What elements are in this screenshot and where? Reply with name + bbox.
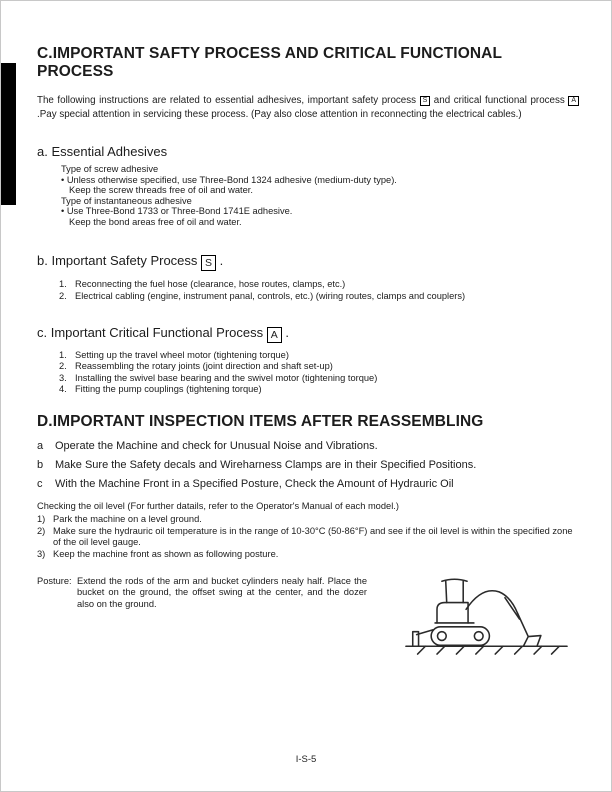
- critical-process-list: [59, 350, 579, 396]
- step-item: [37, 526, 579, 549]
- heading-important-safety-process: [37, 253, 579, 271]
- step-number: 3): [37, 549, 46, 560]
- item-text: Setting up the travel wheel motor (tightening torque): [75, 349, 289, 360]
- item-text: Electrical cabling (engine, instrument panal, controls, etc.) (wiring routes, clamps and couplers): [75, 291, 466, 302]
- list-item: [59, 361, 579, 373]
- adhesive-line: Keep the bond areas free of oil and water.: [69, 216, 242, 227]
- heading-critical-functional-process: [37, 325, 579, 343]
- item-number: 2.: [59, 361, 67, 372]
- item-number: 1.: [59, 279, 67, 290]
- step-text: Make sure the hydrauric oil temperature is in the range of 10-30°C (50-86°F) and see if the oil level is within the specified zone of the oil level gauge.: [53, 525, 573, 548]
- critical-a-box-icon: A: [267, 327, 282, 343]
- inspection-item: [37, 459, 579, 472]
- intro-text-2: and critical functional process: [430, 95, 569, 106]
- item-text: Reconnecting the fuel hose (clearance, hose routes, clamps, etc.): [75, 279, 346, 290]
- item-text: With the Machine Front in a Specified Posture, Check the Amount of Hydrauric Oil: [55, 477, 454, 490]
- adhesive-line: Type of screw adhesive: [61, 164, 159, 175]
- item-text: Installing the swivel base bearing and the swivel motor (tightening torque): [75, 372, 378, 383]
- step-text: Keep the machine front as shown as following posture.: [53, 549, 279, 560]
- excavator-illustration: [404, 549, 569, 661]
- item-number: 3.: [59, 372, 67, 383]
- list-item: [59, 278, 579, 290]
- heading-c-period: .: [281, 324, 289, 340]
- list-item: [59, 350, 579, 362]
- oil-check-intro: Checking the oil level (For further datails, refer to the Operator's Manual of each model.): [37, 500, 399, 511]
- inspection-item: [37, 440, 579, 453]
- step-text: Park the machine on a level ground.: [53, 514, 202, 525]
- item-text: Fitting the pump couplings (tightening torque): [75, 384, 262, 395]
- adhesive-line: • Use Three-Bond 1733 or Three-Bond 1741E adhesive.: [61, 206, 293, 217]
- step-number: 1): [37, 514, 46, 525]
- intro-paragraph: [37, 94, 579, 121]
- item-number: 4.: [59, 384, 67, 395]
- adhesive-line: Type of instantaneous adhesive: [61, 195, 192, 206]
- item-label: b: [37, 458, 44, 471]
- list-item: [59, 373, 579, 385]
- heading-c-text: c. Important Critical Functional Process: [37, 324, 267, 340]
- posture-label: Posture:: [37, 575, 72, 586]
- safety-process-list: [59, 278, 579, 303]
- adhesive-line: Keep the screw threads free of oil and water.: [69, 185, 253, 196]
- posture-text: Extend the rods of the arm and bucket cylinders nealy half. Place the bucket on the ground, the offset swing at the center, and the dozer also on the ground.: [77, 575, 367, 610]
- item-text: Reassembling the rotary joints (joint direction and shaft set-up): [75, 361, 333, 372]
- safety-s-box-icon: S: [201, 255, 216, 271]
- heading-section-c: C.IMPORTANT SAFTY PROCESS AND CRITICAL FUNCTIONAL PROCESS: [37, 45, 502, 80]
- essential-adhesives-block: [61, 164, 579, 227]
- inspection-item: [37, 478, 579, 491]
- step-number: 2): [37, 525, 46, 536]
- intro-text-1: The following instructions are related to essential adhesives, important safety process: [37, 95, 420, 106]
- page-content: [37, 45, 579, 611]
- heading-essential-adhesives: a. Essential Adhesives: [37, 144, 168, 160]
- item-text: Operate the Machine and check for Unusual Noise and Vibrations.: [55, 439, 378, 452]
- item-label: a: [37, 439, 44, 452]
- list-item: [59, 290, 579, 302]
- process-s-box-icon: S: [420, 96, 431, 106]
- page-number: I-S-5: [295, 754, 317, 765]
- adhesive-line: • Unless otherwise specified, use Three-Bond 1324 adhesive (medium-duty type).: [61, 174, 397, 185]
- heading-b-text: b. Important Safety Process: [37, 253, 202, 269]
- list-item: [59, 384, 579, 396]
- posture-paragraph: [37, 576, 367, 611]
- inspection-items: [37, 440, 579, 491]
- intro-text-3: .Pay special attention in servicing these process. (Pay also close attention in reconnecting the electrical cables.): [37, 108, 522, 120]
- section-tab-marker: [1, 63, 16, 205]
- process-a-box-icon: A: [568, 96, 579, 106]
- item-text: Make Sure the Safety decals and Wireharness Clamps are in their Specified Positions.: [55, 458, 477, 471]
- heading-b-period: .: [216, 253, 224, 269]
- item-number: 1.: [59, 349, 67, 360]
- item-number: 2.: [59, 291, 67, 302]
- heading-section-d: D.IMPORTANT INSPECTION ITEMS AFTER REASSEMBLING: [37, 412, 484, 430]
- item-label: c: [37, 477, 43, 490]
- step-item: [37, 514, 579, 526]
